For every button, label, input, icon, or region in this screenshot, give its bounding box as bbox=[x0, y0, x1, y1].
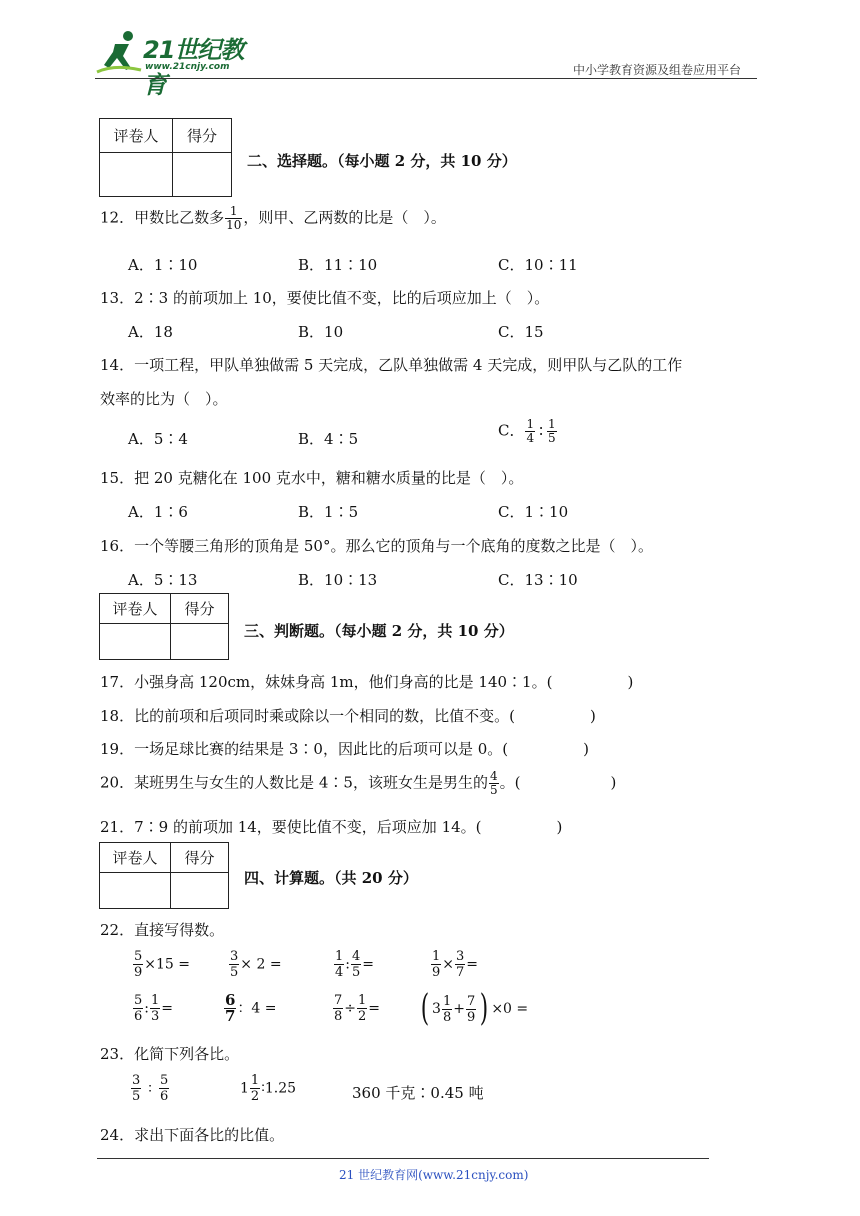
q22-expr-7: $\frac{7}{8}$ ÷ $\frac{1}{2}$ = bbox=[334, 993, 381, 1024]
score-table-header-score: 得分 bbox=[171, 594, 229, 624]
score-table-cell bbox=[171, 624, 229, 660]
logo-text: 21世纪教育 bbox=[143, 36, 244, 99]
question-12: 12．甲数比乙数多 $\frac{1}{10}$ ，则甲、乙两数的比是（ ）。 bbox=[100, 204, 446, 232]
score-table-section2 bbox=[99, 118, 232, 197]
score-table-cell bbox=[100, 153, 173, 197]
q13-option-a: A．18 bbox=[128, 323, 173, 341]
question-20: 20．某班男生与女生的人数比是 4∶5，该班女生是男生的 $\frac{4}{5}$ 。( ) bbox=[100, 769, 617, 797]
fraction: $\frac{1}{10}$ bbox=[226, 204, 242, 232]
q22-expr-3: $\frac{1}{4}$ : $\frac{4}{5}$ = bbox=[335, 949, 375, 980]
logo-url: www.21cnjy.com bbox=[145, 62, 230, 72]
score-table-header-grader: 评卷人 bbox=[100, 843, 171, 873]
q22-expr-1: $\frac{5}{9}$ ×15 = bbox=[134, 949, 191, 980]
question-18: 18．比的前项和后项同时乘或除以一个相同的数，比值不变。( ) bbox=[100, 707, 596, 725]
q12-option-b: B．11∶10 bbox=[298, 256, 378, 274]
logo bbox=[95, 28, 265, 99]
q22-expr-4: $\frac{1}{9}$ × $\frac{3}{7}$ = bbox=[432, 949, 479, 980]
q15-option-c: C．1∶10 bbox=[498, 503, 569, 521]
q12-option-c: C．10∶11 bbox=[498, 256, 578, 274]
fraction: $\frac{4}{5}$ bbox=[489, 769, 498, 797]
score-table-header-score: 得分 bbox=[173, 119, 232, 153]
q14-option-c: C． $\frac{1}{4}$ ∶ $\frac{1}{5}$ bbox=[498, 417, 556, 445]
q16-option-c: C．13∶10 bbox=[498, 571, 578, 589]
footer-divider bbox=[97, 1158, 709, 1159]
score-table-section3 bbox=[99, 593, 229, 660]
q14-option-b: B．4∶5 bbox=[298, 430, 359, 448]
question-14-line2: 效率的比为（ ）。 bbox=[100, 390, 228, 408]
header-divider bbox=[95, 78, 757, 79]
section3-title: 三、判断题。（每小题 2 分，共 10 分） bbox=[244, 622, 514, 640]
score-table-header-grader: 评卷人 bbox=[100, 594, 171, 624]
q22-expr-6: $\frac{6}{7}$ ：4 = bbox=[225, 991, 277, 1025]
score-table-section4 bbox=[99, 842, 229, 909]
footer-link[interactable]: 21 世纪教育网(www.21cnjy.com) bbox=[339, 1168, 529, 1182]
runner-logo-icon bbox=[95, 28, 145, 76]
question-22: 22．直接写得数。 bbox=[100, 921, 225, 939]
question-19: 19．一场足球比赛的结果是 3∶0，因此比的后项可以是 0。( ) bbox=[100, 740, 589, 758]
q14-option-a: A．5∶4 bbox=[128, 430, 188, 448]
fraction: $\frac{1}{5}$ bbox=[548, 417, 556, 445]
q23-expr-1: $\frac{3}{5}$ ∶ $\frac{5}{6}$ bbox=[132, 1073, 169, 1104]
question-15: 15．把 20 克糖化在 100 克水中，糖和糖水质量的比是（ ）。 bbox=[100, 469, 524, 487]
q16-option-a: A．5∶13 bbox=[128, 571, 198, 589]
section4-title: 四、计算题。（共 20 分） bbox=[244, 869, 418, 887]
q15-option-b: B．1∶5 bbox=[298, 503, 359, 521]
question-21: 21．7∶9 的前项加 14，要使比值不变，后项应加 14。( ) bbox=[100, 818, 563, 836]
question-17: 17．小强身高 120cm，妹妹身高 1m，他们身高的比是 140∶1。( ) bbox=[100, 673, 634, 691]
q23-expr-3: 360 千克∶0.45 吨 bbox=[352, 1084, 484, 1102]
question-13: 13．2∶3 的前项加上 10，要使比值不变，比的后项应加上（ ）。 bbox=[100, 289, 550, 307]
question-16: 16．一个等腰三角形的顶角是 50°。那么它的顶角与一个底角的度数之比是（ ）。 bbox=[100, 537, 653, 555]
score-table-cell bbox=[100, 624, 171, 660]
question-23: 23．化简下列各比。 bbox=[100, 1045, 240, 1063]
q23-expr-2: 1 $\frac{1}{2}$ ∶1.25 bbox=[240, 1073, 297, 1104]
q22-expr-8: ( 3 $\frac{1}{8}$ + $\frac{7}{9}$ ) ×0 = bbox=[420, 988, 529, 1029]
score-table-header-grader: 评卷人 bbox=[100, 119, 173, 153]
q13-option-b: B．10 bbox=[298, 323, 344, 341]
score-table-cell bbox=[100, 873, 171, 909]
q22-expr-5: $\frac{5}{6}$ : $\frac{1}{3}$ = bbox=[134, 993, 174, 1024]
score-table-cell bbox=[173, 153, 232, 197]
fraction: $\frac{1}{4}$ bbox=[526, 417, 535, 445]
score-table-header-score: 得分 bbox=[171, 843, 229, 873]
header-tagline: 中小学教育资源及组卷应用平台 bbox=[573, 63, 742, 77]
q22-expr-2: $\frac{3}{5}$ × 2 = bbox=[230, 949, 282, 980]
q16-option-b: B．10∶13 bbox=[298, 571, 378, 589]
score-table-cell bbox=[171, 873, 229, 909]
question-14-line1: 14．一项工程，甲队单独做需 5 天完成，乙队单独做需 4 天完成，则甲队与乙队的工作 bbox=[100, 356, 683, 374]
q15-option-a: A．1∶6 bbox=[128, 503, 188, 521]
section2-title: 二、选择题。（每小题 2 分，共 10 分） bbox=[247, 152, 517, 170]
q13-option-c: C．15 bbox=[498, 323, 544, 341]
question-24: 24．求出下面各比的比值。 bbox=[100, 1126, 285, 1144]
q12-option-a: A．1∶10 bbox=[128, 256, 198, 274]
